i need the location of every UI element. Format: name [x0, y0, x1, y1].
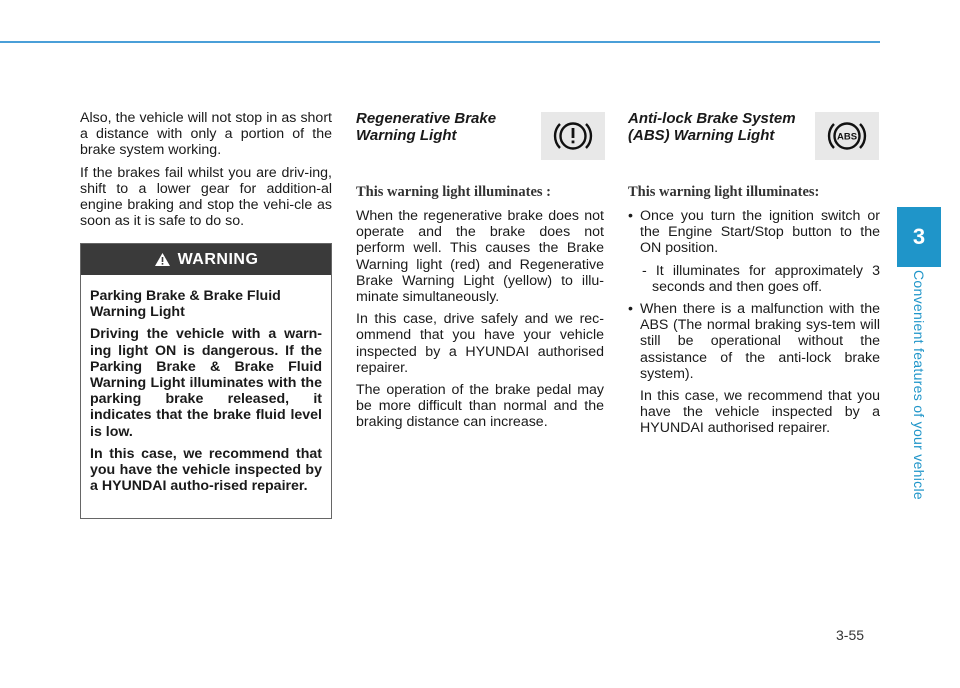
warning-label: WARNING [177, 250, 259, 268]
warning-box [80, 243, 332, 519]
intro-paragraph-2: If the brakes fail whilst you are driv-ing, shift to a lower gear for addition-al engine braking and stop the vehi-cle as soon as it is safe to do so. [80, 164, 332, 230]
warning-paragraph-1: Driving the vehicle with a warn-ing light ON is dangerous. If the Parking Brake & Brake Fluid Warning Light illuminates with the parking brake released, it indicates that the brake fluid level is low. [90, 326, 322, 440]
warning-header [81, 244, 331, 275]
chapter-tab [897, 207, 941, 267]
regen-title-line-2: Warning Light [356, 127, 457, 144]
abs-bullet-2: • When there is a malfunction with the ABS (The normal braking sys-tem will still be operational without the assistance of the anti-lock brake system). [628, 301, 880, 382]
intro-column [80, 110, 332, 235]
warning-triangle-icon [154, 252, 171, 267]
regen-subtitle: This warning light illuminates : [356, 184, 551, 200]
abs-bullet-2-text: When there is a malfunction with the ABS (The normal braking sys-tem will still be operational without the assistance of the anti-lock brake system). [640, 301, 880, 382]
warning-body [81, 275, 331, 494]
abs-title-line-2: (ABS) Warning Light [628, 127, 775, 144]
page-number: 3-55 [836, 627, 865, 643]
abs-title-line-1: Anti-lock Brake System [628, 110, 796, 127]
chapter-number: 3 [912, 224, 926, 249]
regen-section-title [356, 110, 496, 144]
exclamation-circle-icon [551, 117, 595, 155]
warning-title: Parking Brake & Brake Fluid Warning Light [90, 288, 281, 321]
abs-bullet-1: • Once you turn the ignition switch or the Engine Start/Stop button to the ON position. [628, 208, 880, 257]
abs-section-title [628, 110, 796, 144]
abs-bullet-2-note: In this case, we recommend that you have the vehicle inspected by a HYUNDAI authorised repairer. [640, 388, 880, 437]
regen-paragraph-3: The operation of the brake pedal may be more difficult than normal and the braking distance can increase. [356, 382, 604, 431]
abs-bullet-1-text: Once you turn the ignition switch or the Engine Start/Stop button to the ON position. [640, 208, 880, 257]
abs-column [628, 208, 880, 437]
abs-icon-box [815, 112, 879, 160]
abs-bullet-1-subitem: - It illuminates for approximately 3 seconds and then goes off. [642, 262, 880, 295]
header-rule [0, 41, 880, 43]
abs-icon [825, 117, 869, 155]
regen-icon-box [541, 112, 605, 160]
abs-icon-text: ABS [836, 131, 858, 143]
warning-paragraph-2: In this case, we recommend that you have the vehicle inspected by a HYUNDAI autho-rised repairer. [90, 445, 322, 495]
chapter-title-vertical [897, 269, 941, 500]
regen-title-line-1: Regenerative Brake [356, 110, 497, 127]
regen-paragraph-1: When the regenerative brake does not operate and the brake does not perform well. This causes the Brake Warning light (red) and Regenerative Brake Warning Light (yellow) to illu-minate simultaneously. [356, 208, 604, 306]
abs-subtitle: This warning light illuminates: [628, 184, 820, 200]
intro-paragraph-1: Also, the vehicle will not stop in as short a distance with only a portion of the brake system working. [80, 110, 332, 159]
regen-paragraph-2: In this case, drive safely and we rec-ommend that you have your vehicle inspected by a HYUNDAI authorised repairer. [356, 311, 604, 376]
regen-column [356, 208, 604, 437]
chapter-title: Convenient features of your vehicle [911, 269, 927, 500]
